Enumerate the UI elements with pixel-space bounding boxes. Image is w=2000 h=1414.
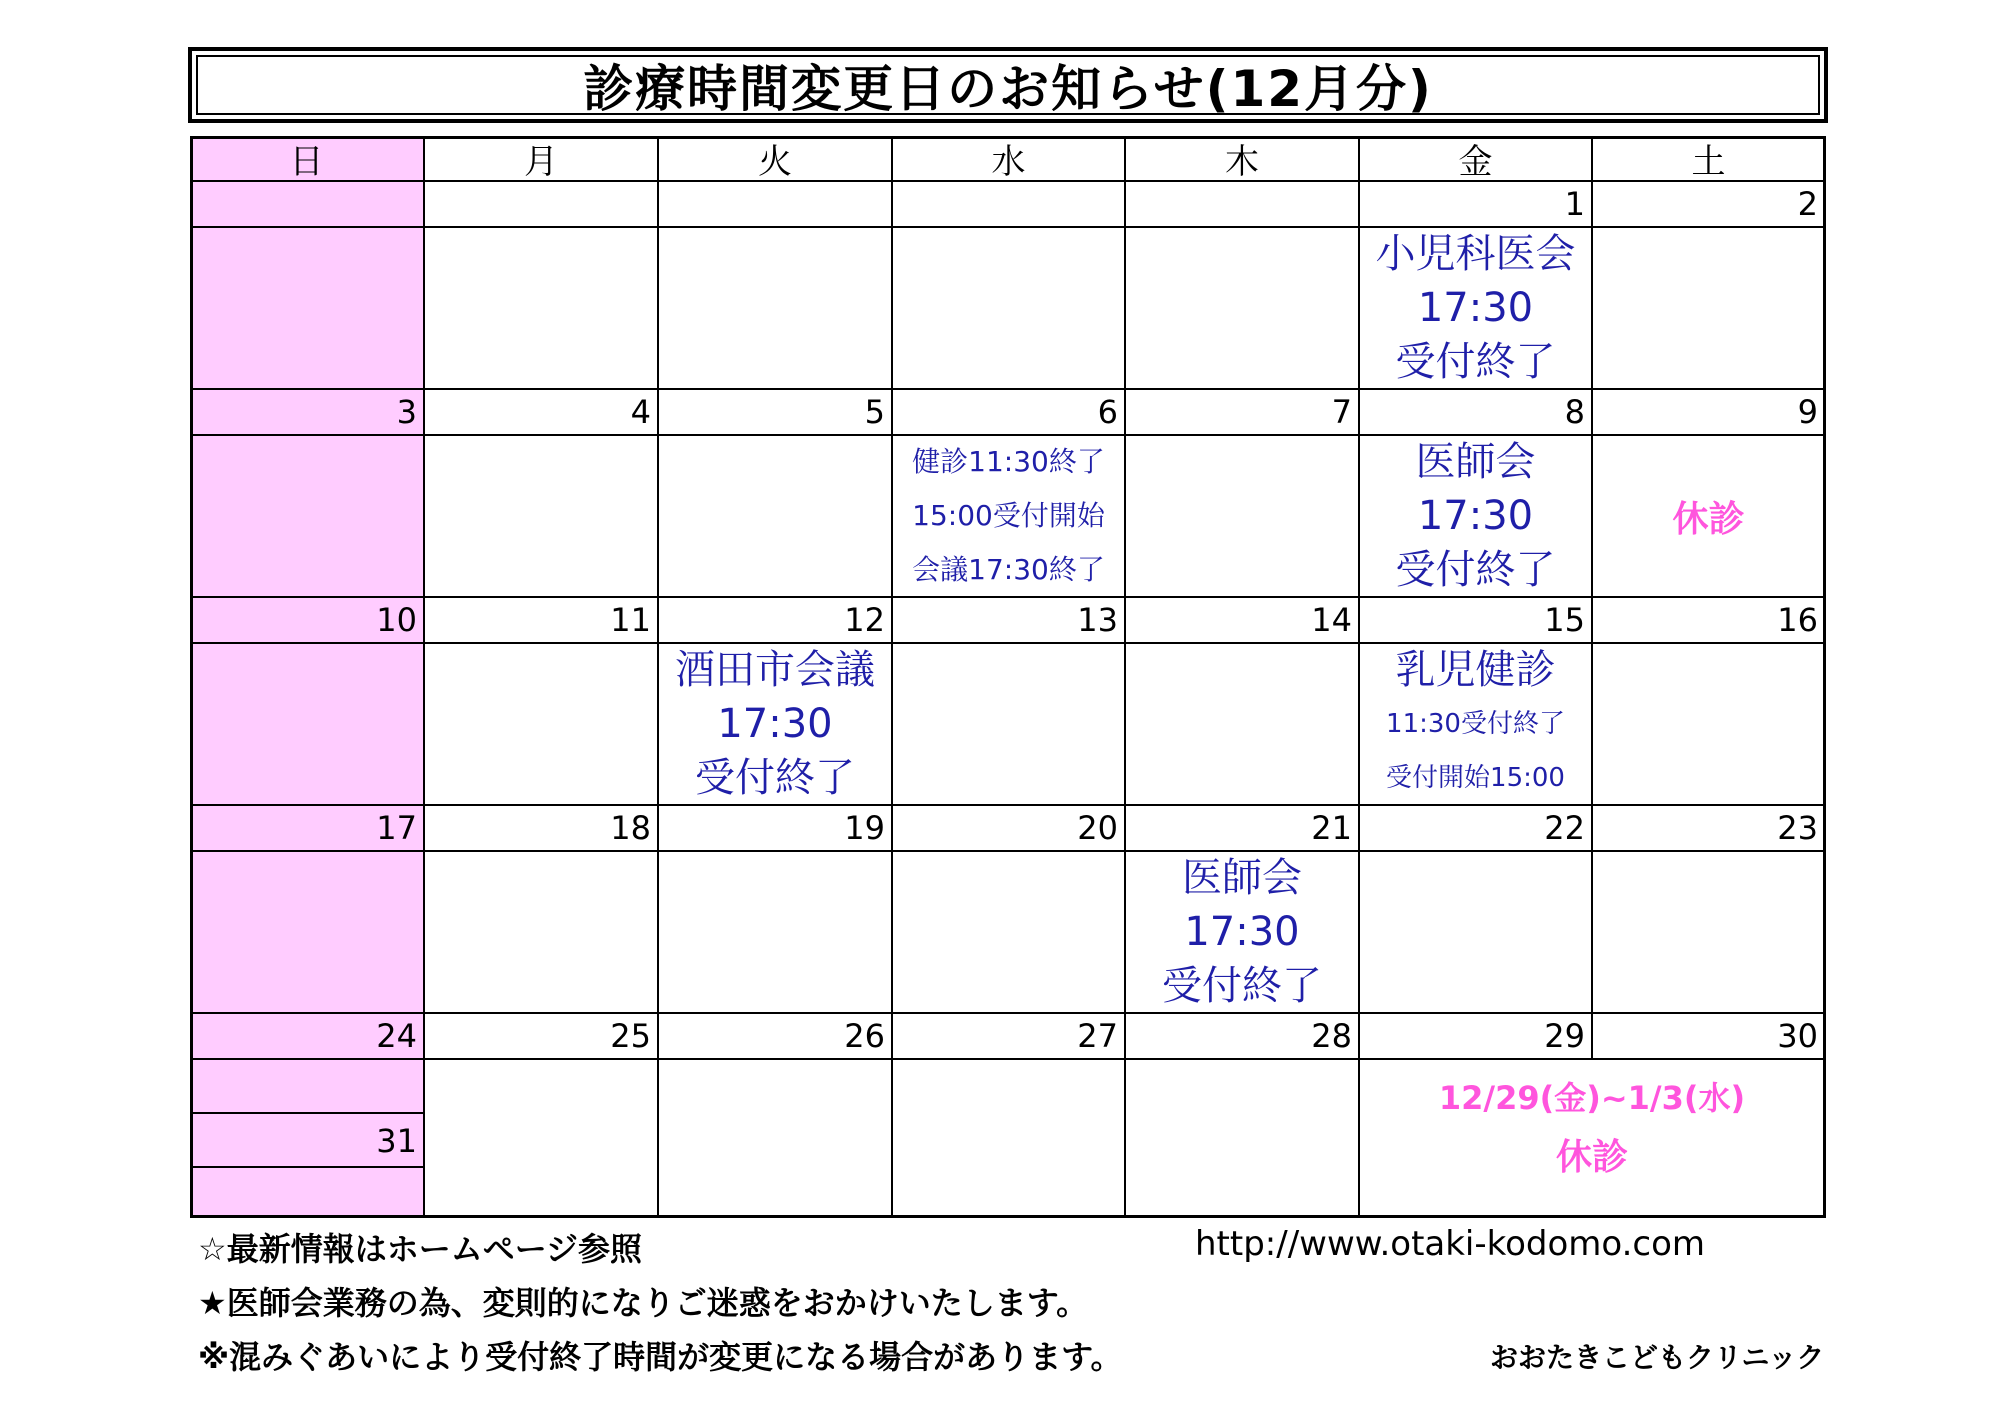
day-cell: [893, 228, 1126, 390]
note-holiday: [1360, 1060, 1826, 1218]
day-number: 29: [1360, 1014, 1593, 1060]
note-line: 受付終了: [1395, 339, 1556, 385]
day-cell: [1126, 436, 1360, 598]
day-cell: [893, 852, 1126, 1014]
day-cell: [190, 852, 425, 1014]
day-cell: [659, 228, 893, 390]
day-cell: [1126, 228, 1360, 390]
day-number: 6: [893, 390, 1126, 436]
note-dec15: [1360, 644, 1593, 806]
note-line: 受付終了: [695, 755, 855, 801]
weekday-fri: 金: [1360, 136, 1593, 182]
day-number: 5: [659, 390, 893, 436]
day-cell: [1593, 852, 1826, 1014]
day-cell: [893, 644, 1126, 806]
note-line: 受付開始15:00: [1386, 763, 1565, 793]
day-number: 10: [190, 598, 425, 644]
note-line: 乳児健診: [1395, 647, 1556, 693]
note-line: 受付終了: [1395, 547, 1556, 593]
day-cell: [425, 644, 659, 806]
weekday-sun: 日: [190, 136, 425, 182]
weekday-sat: 土: [1593, 136, 1826, 182]
day-number: 11: [425, 598, 659, 644]
note-line: 17:30: [1417, 493, 1534, 539]
title-box: [188, 47, 1828, 123]
day-number: 16: [1593, 598, 1826, 644]
day-number: [1126, 182, 1360, 228]
day-cell: [425, 436, 659, 598]
note-dec1: [1360, 228, 1593, 390]
day-number: 18: [425, 806, 659, 852]
day-cell: [1360, 852, 1593, 1014]
day-cell: [659, 852, 893, 1014]
day-number: 12: [659, 598, 893, 644]
day-number: 28: [1126, 1014, 1360, 1060]
note-line: 酒田市会議: [675, 647, 875, 693]
note-line: 医師会: [1182, 855, 1302, 901]
note-line: 15:00受付開始: [912, 499, 1105, 532]
day-cell: [893, 1060, 1126, 1218]
closed-label: 休診: [1672, 498, 1745, 540]
day-cell: [1593, 228, 1826, 390]
day-number: 8: [1360, 390, 1593, 436]
day-cell: [1126, 644, 1360, 806]
day-cell: [190, 436, 425, 598]
day-cell: [425, 852, 659, 1014]
day-cell: [659, 1060, 893, 1218]
note-line: 17:30: [1417, 285, 1534, 331]
note-dec9: [1593, 436, 1826, 598]
footer-line-3: ※混みぐあいにより受付終了時間が変更になる場合があります。: [198, 1338, 1123, 1376]
day-number: 14: [1126, 598, 1360, 644]
day-number: 25: [425, 1014, 659, 1060]
note-line: 小児科医会: [1375, 231, 1576, 277]
day-number: 9: [1593, 390, 1826, 436]
day-number: [425, 182, 659, 228]
day-cell: [425, 1060, 659, 1218]
note-dec12: [659, 644, 893, 806]
footer-line-2: ★医師会業務の為、変則的になりご迷惑をおかけいたします。: [198, 1284, 1089, 1322]
weekday-thu: 木: [1126, 136, 1360, 182]
website-link[interactable]: http://www.otaki-kodomo.com: [1195, 1224, 1706, 1264]
day-number: 20: [893, 806, 1126, 852]
weekday-mon: 月: [425, 136, 659, 182]
day-number: 23: [1593, 806, 1826, 852]
day-cell: [190, 1060, 425, 1114]
day-cell: [190, 644, 425, 806]
note-dec6: [893, 436, 1126, 598]
day-number: 13: [893, 598, 1126, 644]
day-number: [659, 182, 893, 228]
day-number: 4: [425, 390, 659, 436]
day-cell: [1593, 644, 1826, 806]
day-number: 15: [1360, 598, 1593, 644]
day-number: 31: [190, 1114, 425, 1168]
day-number: 17: [190, 806, 425, 852]
footer-line-1: ☆最新情報はホームページ参照: [198, 1230, 643, 1268]
calendar: [190, 136, 1826, 1218]
note-dec8: [1360, 436, 1593, 598]
day-number: 7: [1126, 390, 1360, 436]
day-cell: [190, 228, 425, 390]
day-cell: [425, 228, 659, 390]
day-number: 21: [1126, 806, 1360, 852]
day-number: 1: [1360, 182, 1593, 228]
day-cell: [190, 1168, 425, 1218]
day-number: 24: [190, 1014, 425, 1060]
note-line: 受付終了: [1162, 963, 1322, 1009]
holiday-range: 12/29(金)~1/3(水): [1438, 1079, 1746, 1117]
note-dec21: [1126, 852, 1360, 1014]
closed-label: 休診: [1555, 1137, 1628, 1178]
day-number: 2: [1593, 182, 1826, 228]
note-line: 健診11:30終了: [912, 445, 1105, 478]
clinic-name: おおたきこどもクリニック: [1490, 1341, 1825, 1374]
day-cell: [659, 436, 893, 598]
day-number: 30: [1593, 1014, 1826, 1060]
note-line: 医師会: [1415, 439, 1536, 485]
weekday-wed: 水: [893, 136, 1126, 182]
note-line: 17:30: [717, 701, 833, 747]
day-cell: [1126, 1060, 1360, 1218]
note-line: 17:30: [1184, 909, 1300, 955]
day-number: 3: [190, 390, 425, 436]
day-number: 26: [659, 1014, 893, 1060]
weekday-tue: 火: [659, 136, 893, 182]
note-line: 会議17:30終了: [912, 553, 1105, 586]
day-number: [893, 182, 1126, 228]
page-title: 診療時間変更日のお知らせ(12月分): [583, 60, 1433, 118]
day-number: 19: [659, 806, 893, 852]
day-number: 22: [1360, 806, 1593, 852]
day-number: [190, 182, 425, 228]
note-line: 11:30受付終了: [1386, 709, 1565, 739]
day-number: 27: [893, 1014, 1126, 1060]
